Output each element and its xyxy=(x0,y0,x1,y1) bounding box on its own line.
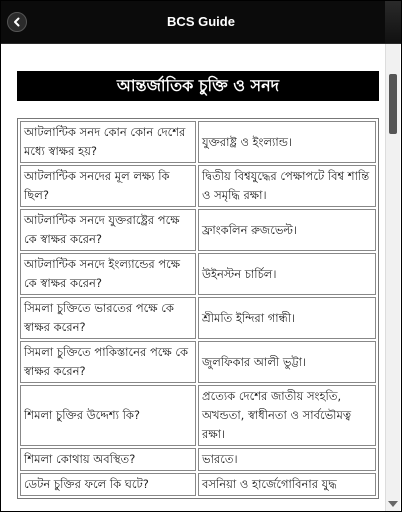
vertical-scrollbar[interactable] xyxy=(385,44,400,511)
question-cell: সিমলা চুক্তিতে পাকিস্তানের পক্ষে কে স্বাক্ষর করেন? xyxy=(20,341,196,383)
answer-cell: উইনস্টন চার্চিল। xyxy=(198,253,376,295)
answer-cell: ভারতে। xyxy=(198,448,376,471)
content-area[interactable] xyxy=(1,44,385,511)
qa-table xyxy=(17,118,379,499)
question-cell: আটলান্টিক সনদে ইংল্যান্ডের পক্ষে কে স্বাক্ষর করেন? xyxy=(20,253,196,295)
appbar-edge xyxy=(385,1,401,43)
answer-cell: যুক্তরাষ্ট্র ও ইংল্যান্ড। xyxy=(198,121,376,163)
answer-cell: বসনিয়া ও হার্জেগোবিনার যুদ্ধ xyxy=(198,473,376,496)
table-row xyxy=(20,121,376,163)
table-row xyxy=(20,165,376,207)
answer-cell: শ্রীমতি ইন্দিরা গান্ধী। xyxy=(198,297,376,339)
question-cell: ডেটন চুক্তির ফলে কি ঘটে? xyxy=(20,473,196,496)
app-bar xyxy=(1,1,401,44)
question-cell: শিমলা চুক্তির উদ্দেশ্য কি? xyxy=(20,385,196,446)
question-cell: আটলান্টিক সনদে যুক্তরাষ্ট্রের পক্ষে কে স্বাক্ষর করেন? xyxy=(20,209,196,251)
question-cell: আটলান্টিক সনদের মূল লক্ষ্য কি ছিল? xyxy=(20,165,196,207)
table-row xyxy=(20,253,376,295)
question-cell: শিমলা কোথায় অবস্থিত? xyxy=(20,448,196,471)
answer-cell: দ্বিতীয় বিশ্বযুদ্ধের পেক্ষাপটে বিশ্ব শান্তি ও সমৃদ্ধি রক্ষা। xyxy=(198,165,376,207)
table-row xyxy=(20,473,376,496)
question-cell: সিমলা চুক্তিতে ভারতের পক্ষে কে স্বাক্ষর করেন? xyxy=(20,297,196,339)
table-row xyxy=(20,385,376,446)
section-title: আন্তর্জাতিক চুক্তি ও সনদ xyxy=(17,71,379,101)
table-row xyxy=(20,297,376,339)
answer-cell: ফ্রাংকলিন রুজভেল্ট। xyxy=(198,209,376,251)
table-row xyxy=(20,209,376,251)
scroll-down-arrow-icon[interactable] xyxy=(388,501,398,507)
table-row xyxy=(20,341,376,383)
scrollbar-thumb[interactable] xyxy=(389,74,397,134)
answer-cell: প্রত্যেক দেশের জাতীয় সংহতি, অখন্ডতা, স্বাধীনতা ও সার্বভৌমত্ব রক্ষা। xyxy=(198,385,376,446)
app-title: BCS Guide xyxy=(167,14,235,29)
table-row xyxy=(20,448,376,471)
answer-cell: জুলফিকার আলী ভুট্টা। xyxy=(198,341,376,383)
question-cell: আটলান্টিক সনদ কোন কোন দেশের মধ্যে স্বাক্ষর হয়? xyxy=(20,121,196,163)
